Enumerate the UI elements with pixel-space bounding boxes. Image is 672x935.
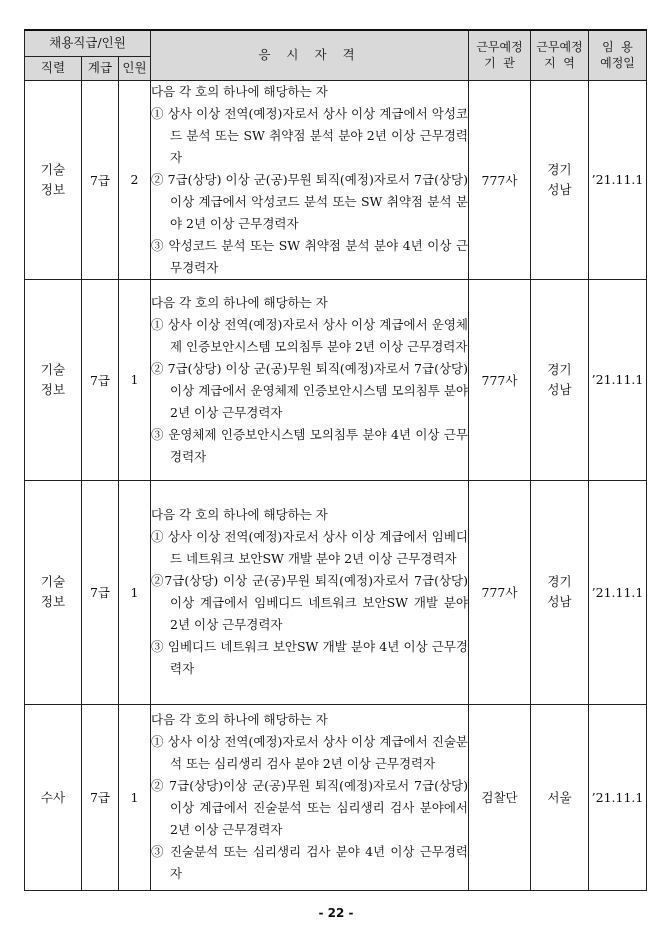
row-region xyxy=(531,80,589,279)
header-qualification xyxy=(151,30,469,80)
table-row xyxy=(25,480,647,704)
qualification-item: ②7급(상당) 이상 군(공)무원 퇴직(예정)자로서 7급(상당) 이상 계급에서 임베디드 네트워크 보안SW 개발 분야 2년 이상 근무경력자 xyxy=(151,573,468,632)
row-type xyxy=(25,80,82,279)
row-count: 1 xyxy=(119,279,151,480)
row-type-line1: 기술 xyxy=(40,361,66,377)
row-region-line2: 성남 xyxy=(547,381,572,397)
table-row xyxy=(25,80,647,279)
row-type: 수사 xyxy=(25,704,82,890)
row-qualification xyxy=(151,704,469,890)
row-region-line1: 경기 xyxy=(547,161,572,177)
header-grade: 계급 xyxy=(82,56,119,80)
row-type-line1: 기술 xyxy=(40,574,66,589)
header-agency xyxy=(469,30,531,80)
row-region-line2: 성남 xyxy=(547,594,572,609)
qualification-item: ① 상사 이상 전역(예정)자로서 상사 이상 계급에서 악성코드 분석 또는 SW 취약점 분석 분야 2년 이상 근무경력자 xyxy=(151,105,468,165)
row-agency: 777사 xyxy=(469,480,531,704)
row-type-line1: 기술 xyxy=(40,161,66,177)
row-qualification xyxy=(151,80,469,279)
header-count: 인원 xyxy=(119,56,151,80)
row-agency: 777사 xyxy=(469,80,531,279)
header-date-line1: 임 용 xyxy=(602,40,633,55)
header-agency-line2: 기 관 xyxy=(484,56,515,71)
row-date: ’21.11.1 xyxy=(589,279,647,480)
header-region-line1: 근무예정 xyxy=(536,40,583,55)
header-qualification-label: 응 시 자 격 xyxy=(258,47,361,63)
row-grade: 7급 xyxy=(82,704,119,890)
row-count: 1 xyxy=(119,480,151,704)
row-count: 2 xyxy=(119,80,151,279)
qualification-item: ② 7급(상당)이상 군(공)무원 퇴직(예정)자로서 7급(상당) 이상 계급에서 진술분석 또는 심리생리 검사 분야에서 2년 이상 근무경력자 xyxy=(151,778,468,837)
row-date: ’21.11.1 xyxy=(589,480,647,704)
header-agency-line1: 근무예정 xyxy=(476,40,523,55)
row-grade: 7급 xyxy=(82,480,119,704)
row-type-line2: 정보 xyxy=(40,594,66,609)
qualification-item: ③ 임베디드 네트워크 보안SW 개발 분야 4년 이상 근무경력자 xyxy=(151,639,468,676)
table-row xyxy=(25,704,647,890)
row-agency: 검찰단 xyxy=(469,704,531,890)
row-date: ’21.11.1 xyxy=(589,80,647,279)
page-number: - 22 - xyxy=(318,906,354,920)
row-grade: 7급 xyxy=(82,80,119,279)
row-region-line2: 성남 xyxy=(547,181,572,197)
header-group: 채용직급/인원 xyxy=(25,30,151,56)
row-region-line1: 경기 xyxy=(547,361,572,377)
row-type-line2: 정보 xyxy=(40,181,66,197)
qualification-item: ② 7급(상당) 이상 군(공)무원 퇴직(예정)자로서 7급(상당) 이상 계급에서 운영체제 인증보안시스템 모의침투 분야 2년 이상 근무경력자 xyxy=(151,360,468,420)
row-type xyxy=(25,480,82,704)
row-region xyxy=(531,480,589,704)
row-count: 1 xyxy=(119,704,151,890)
recruitment-table xyxy=(24,29,647,891)
qualification-item: ① 상사 이상 전역(예정)자로서 상사 이상 계급에서 진술분석 또는 심리생리 검사 분야 2년 이상 근무경력자 xyxy=(151,734,468,771)
qualification-lead: 다음 각 호의 하나에 해당하는 자 xyxy=(151,83,328,99)
row-type xyxy=(25,279,82,480)
header-date xyxy=(589,30,647,80)
qualification-lead: 다음 각 호의 하나에 해당하는 자 xyxy=(151,507,328,522)
qualification-lead: 다음 각 호의 하나에 해당하는 자 xyxy=(151,294,328,310)
header-type: 직렬 xyxy=(25,56,82,80)
qualification-item: ③ 악성코드 분석 또는 SW 취약점 분석 분야 4년 이상 근무경력자 xyxy=(151,237,468,275)
header-date-line2: 예정일 xyxy=(600,56,635,71)
qualification-item: ③ 진술분석 또는 심리생리 검사 분야 4년 이상 근무경력자 xyxy=(151,844,468,881)
row-qualification xyxy=(151,480,469,704)
row-grade: 7급 xyxy=(82,279,119,480)
row-type-line2: 정보 xyxy=(40,381,66,397)
table-row xyxy=(25,279,647,480)
qualification-item: ① 상사 이상 전역(예정)자로서 상사 이상 계급에서 운영체제 인증보안시스템 모의침투 분야 2년 이상 근무경력자 xyxy=(151,316,468,354)
qualification-item: ② 7급(상당) 이상 군(공)무원 퇴직(예정)자로서 7급(상당) 이상 계급에서 악성코드 분석 또는 SW 취약점 분석 분야 2년 이상 근무경력자 xyxy=(151,171,468,231)
qualification-item: ③ 운영체제 인증보안시스템 모의침투 분야 4년 이상 근무경력자 xyxy=(151,426,468,464)
row-qualification xyxy=(151,279,469,480)
header-region xyxy=(531,30,589,80)
row-region xyxy=(531,279,589,480)
row-date: ’21.11.1 xyxy=(589,704,647,890)
row-agency: 777사 xyxy=(469,279,531,480)
header-region-line2: 지 역 xyxy=(544,56,575,71)
row-region: 서울 xyxy=(531,704,589,890)
row-region-line1: 경기 xyxy=(547,574,572,589)
qualification-item: ① 상사 이상 전역(예정)자로서 상사 이상 계급에서 임베디드 네트워크 보안SW 개발 분야 2년 이상 근무경력자 xyxy=(151,529,468,566)
qualification-lead: 다음 각 호의 하나에 해당하는 자 xyxy=(151,712,328,727)
